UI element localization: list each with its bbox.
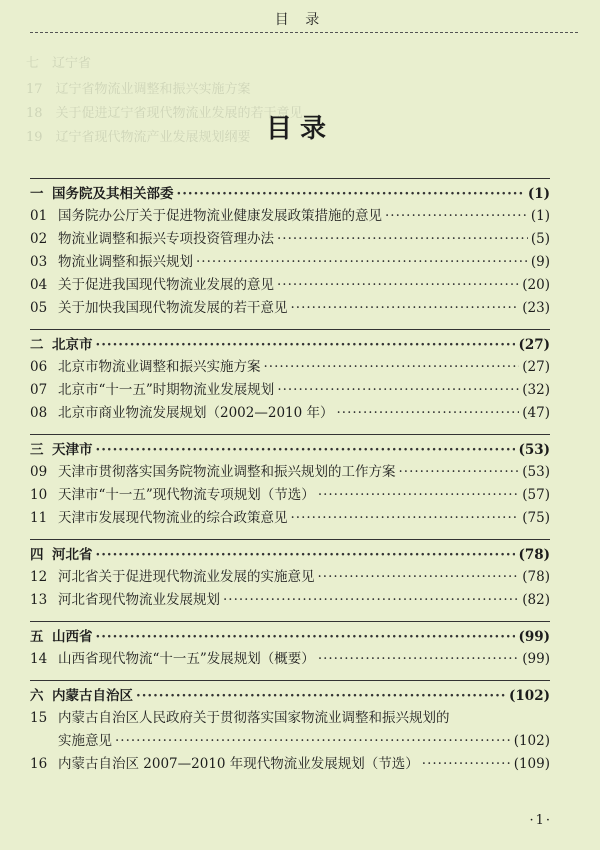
- entry-page: (47): [522, 405, 550, 421]
- dot-leader: [399, 464, 520, 480]
- dot-leader: [136, 688, 506, 704]
- section-heading[interactable]: [30, 621, 550, 647]
- dot-leader: [337, 405, 520, 421]
- entry-title: 关于促进我国现代物流业发展的意见: [58, 277, 274, 293]
- section-page: (102): [509, 688, 550, 704]
- dot-leader: [291, 300, 520, 316]
- toc-entry[interactable]: [30, 250, 550, 273]
- entry-number: 03: [30, 254, 48, 270]
- entry-number: 04: [30, 277, 48, 293]
- entry-title: 北京市“十一五”时期物流业发展规划: [58, 382, 275, 398]
- toc-section: [30, 621, 550, 670]
- entry-page: (75): [522, 510, 550, 526]
- entry-title: 天津市贯彻落实国务院物流业调整和振兴规划的工作方案: [58, 464, 396, 480]
- entry-page: (109): [513, 756, 550, 772]
- dot-leader: [277, 231, 528, 247]
- toc-entry-continuation[interactable]: [30, 729, 550, 752]
- dot-leader: [177, 186, 525, 202]
- entry-page: (27): [522, 359, 550, 375]
- toc-entry[interactable]: [30, 378, 550, 401]
- section-heading[interactable]: [30, 680, 550, 706]
- page-title: 目录: [265, 114, 334, 144]
- entry-page: (57): [522, 487, 550, 503]
- dot-leader: [385, 208, 528, 224]
- entry-title: 河北省现代物流业发展规划: [58, 592, 220, 608]
- entry-title: 河北省关于促进现代物流业发展的实施意见: [58, 569, 315, 585]
- running-header: [0, 0, 600, 34]
- entry-page: (23): [522, 300, 550, 316]
- section-title: 山西省: [52, 629, 93, 645]
- entry-title: 物流业调整和振兴专项投资管理办法: [58, 231, 274, 247]
- entry-number: 11: [30, 510, 48, 526]
- dot-leader: [96, 547, 516, 563]
- section-page: (1): [527, 186, 550, 202]
- entry-number: 09: [30, 464, 48, 480]
- toc-entry[interactable]: [30, 588, 550, 611]
- toc-entry[interactable]: [30, 565, 550, 588]
- toc-section: [30, 680, 550, 775]
- dot-leader: [291, 510, 520, 526]
- section-page: (78): [518, 547, 550, 563]
- entry-number: 13: [30, 592, 48, 608]
- entry-page: (1): [530, 208, 550, 224]
- section-title: 内蒙古自治区: [52, 688, 133, 704]
- dot-leader: [96, 442, 516, 458]
- section-number: 六: [30, 688, 44, 704]
- dot-leader: [96, 337, 516, 353]
- entry-number: 01: [30, 208, 48, 224]
- entry-title: 天津市发展现代物流业的综合政策意见: [58, 510, 288, 526]
- entry-number: 16: [30, 756, 48, 772]
- section-heading[interactable]: [30, 434, 550, 460]
- section-number: 二: [30, 337, 44, 353]
- section-title: 北京市: [52, 337, 93, 353]
- toc-section: [30, 539, 550, 611]
- dot-leader: [277, 277, 519, 293]
- entry-title: 北京市商业物流发展规划（2002—2010 年）: [58, 405, 334, 421]
- toc-entry[interactable]: [30, 483, 550, 506]
- dot-leader: [115, 733, 511, 749]
- entry-number: 14: [30, 651, 48, 667]
- section-heading[interactable]: [30, 178, 550, 204]
- toc-section: [30, 178, 550, 319]
- entry-title: 山西省现代物流“十一五”发展规划（概要）: [58, 651, 315, 667]
- entry-title: 国务院办公厅关于促进物流业健康发展政策措施的意见: [58, 208, 382, 224]
- section-number: 一: [30, 186, 44, 202]
- section-page: (99): [518, 629, 550, 645]
- entry-page: (32): [522, 382, 550, 398]
- section-number: 三: [30, 442, 44, 458]
- dot-leader: [96, 629, 516, 645]
- header-rule: [30, 32, 578, 33]
- entry-page: (102): [513, 733, 550, 749]
- toc-section: [30, 329, 550, 424]
- section-title: 河北省: [52, 547, 93, 563]
- entry-title: 内蒙古自治区人民政府关于贯彻落实国家物流业调整和振兴规划的: [58, 710, 450, 726]
- entry-number: 15: [30, 710, 48, 726]
- toc-entry[interactable]: [30, 227, 550, 250]
- toc-entry[interactable]: [30, 706, 550, 729]
- entry-page: (5): [530, 231, 550, 247]
- section-page: (27): [518, 337, 550, 353]
- dot-leader: [318, 651, 519, 667]
- toc-entry[interactable]: [30, 204, 550, 227]
- toc-entry[interactable]: [30, 273, 550, 296]
- entry-title: 天津市“十一五”现代物流专项规划（节选）: [58, 487, 315, 503]
- entry-number: 08: [30, 405, 48, 421]
- entry-page: (78): [522, 569, 550, 585]
- section-title: 天津市: [52, 442, 93, 458]
- entry-number: 12: [30, 569, 48, 585]
- dot-leader: [264, 359, 520, 375]
- toc-entry[interactable]: [30, 752, 550, 775]
- page-number: ·1·: [529, 813, 552, 828]
- toc-entry[interactable]: [30, 296, 550, 319]
- section-number: 四: [30, 547, 44, 563]
- entry-page: (9): [530, 254, 550, 270]
- entry-page: (53): [522, 464, 550, 480]
- section-number: 五: [30, 629, 44, 645]
- entry-number: 06: [30, 359, 48, 375]
- entry-title: 物流业调整和振兴规划: [58, 254, 193, 270]
- section-title: 国务院及其相关部委: [52, 186, 174, 202]
- entry-number: 10: [30, 487, 48, 503]
- toc-entry[interactable]: [30, 506, 550, 529]
- entry-number: 07: [30, 382, 48, 398]
- entry-title: 内蒙古自治区 2007—2010 年现代物流业发展规划（节选）: [58, 756, 419, 772]
- section-page: (53): [518, 442, 550, 458]
- entry-title: 北京市物流业调整和振兴实施方案: [58, 359, 261, 375]
- table-of-contents: [30, 178, 550, 785]
- entry-title: 关于加快我国现代物流发展的若干意见: [58, 300, 288, 316]
- entry-title-continued: 实施意见: [58, 733, 112, 749]
- section-heading[interactable]: [30, 329, 550, 355]
- dot-leader: [318, 487, 519, 503]
- entry-page: (82): [522, 592, 550, 608]
- running-header-title: 目 录: [274, 12, 326, 28]
- dot-leader: [422, 756, 511, 772]
- dot-leader: [196, 254, 528, 270]
- entry-number: 02: [30, 231, 48, 247]
- toc-entry[interactable]: [30, 355, 550, 378]
- entry-number: 05: [30, 300, 48, 316]
- entry-page: (20): [522, 277, 550, 293]
- toc-entry[interactable]: [30, 647, 550, 670]
- entry-page: (99): [522, 651, 550, 667]
- section-heading[interactable]: [30, 539, 550, 565]
- dot-leader: [277, 382, 519, 398]
- toc-entry[interactable]: [30, 401, 550, 424]
- dot-leader: [223, 592, 519, 608]
- dot-leader: [318, 569, 520, 585]
- toc-section: [30, 434, 550, 529]
- toc-entry[interactable]: [30, 460, 550, 483]
